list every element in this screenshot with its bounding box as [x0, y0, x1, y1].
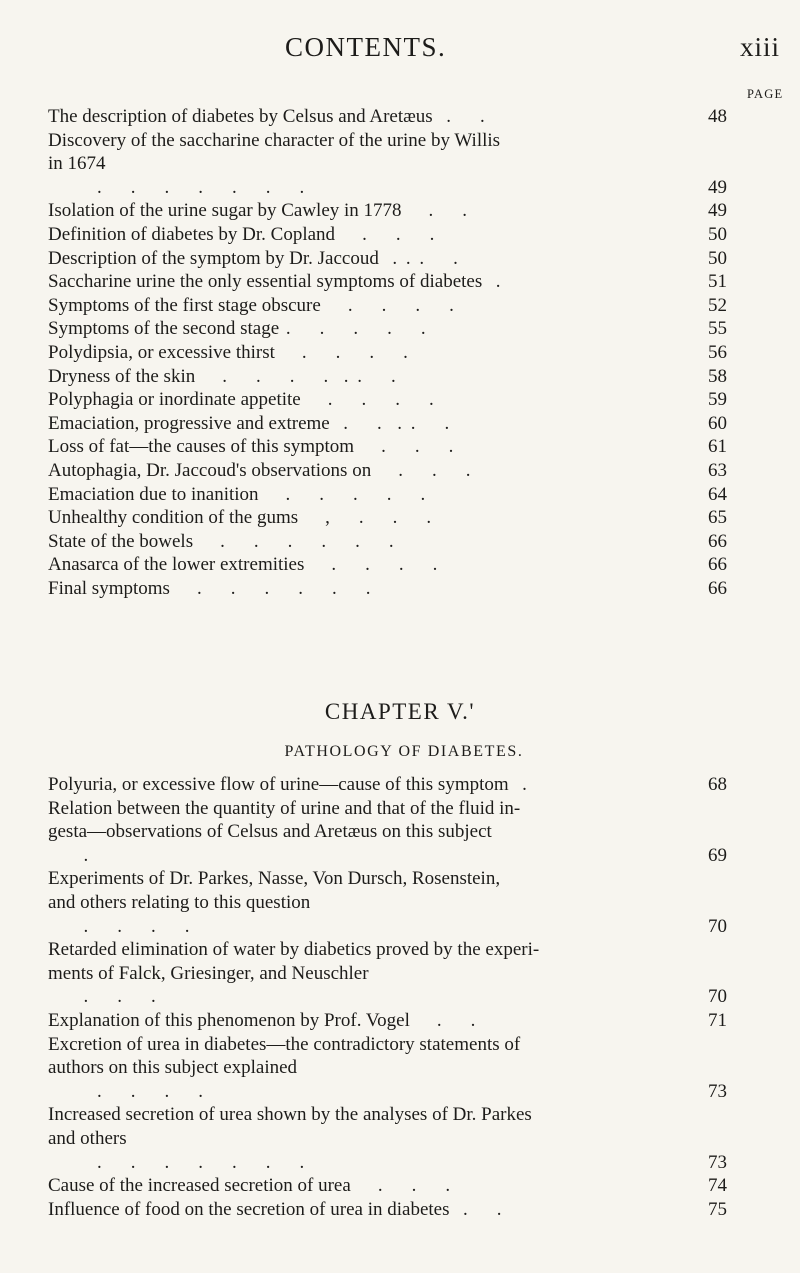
dot-leader: . . . . . . [193, 530, 396, 552]
toc-entry-page: 68 [708, 774, 727, 795]
toc-entry-page: 51 [708, 271, 727, 293]
toc-entry-page: 64 [708, 483, 727, 505]
toc-entry-page: 49 [708, 176, 727, 198]
toc-entry-title: Polyphagia or inordinate appetite [48, 389, 301, 411]
toc-entry-title: Saccharine urine the only essential symptoms of diabetes [48, 271, 483, 293]
page-number: xiii [740, 32, 781, 62]
dot-leader: . . [409, 1009, 478, 1031]
toc-entry-title: Polydipsia, or excessive thirst [48, 341, 275, 363]
toc-entry-title: Symptoms of the first stage obscure [48, 294, 321, 316]
toc-entry-title: Symptoms of the second stage [48, 318, 280, 340]
dot-leader: . . . [350, 1175, 453, 1197]
toc-entry-page: 52 [708, 294, 727, 316]
toc-entry-page: 61 [708, 436, 727, 458]
toc-entry-title: Experiments of Dr. Parkes, Nasse, Von Dursch, Rosenstein, [48, 868, 501, 890]
toc-entry-page: 73 [708, 1151, 727, 1173]
toc-entry [48, 530, 770, 554]
toc-entry-title-continued: ments of Falck, Griesinger, and Neuschler [48, 962, 369, 984]
running-head [0, 32, 800, 66]
toc-entry [48, 1198, 770, 1222]
toc-entry [48, 435, 770, 459]
toc-entry-title: Dryness of the skin [48, 365, 196, 387]
dot-leader: . . . [70, 986, 158, 1008]
toc-entry [48, 223, 770, 247]
toc-entry [48, 553, 770, 577]
toc-entry-page: 75 [708, 1198, 727, 1220]
toc-entry-title: Retarded elimination of water by diabetics proved by the experi- [48, 939, 540, 961]
toc-entry-page: 73 [708, 1080, 727, 1102]
chapter-heading: CHAPTER V.' [324, 699, 476, 724]
toc-entry-page: 74 [708, 1175, 727, 1197]
toc-entry [48, 199, 770, 223]
toc-entry-page: 65 [708, 507, 727, 529]
toc-entry [48, 797, 770, 868]
toc-entry-title: Final symptoms [48, 577, 170, 599]
toc-entry [48, 1174, 770, 1198]
dot-leader: . . [401, 200, 470, 222]
toc-entry [48, 412, 770, 436]
toc-entry-title: Description of the symptom by Dr. Jaccoud [48, 247, 379, 269]
toc-entry-page: 63 [708, 459, 727, 481]
toc-entry [48, 1103, 770, 1174]
toc-section-pathology [48, 773, 770, 1221]
dot-leader: . . . . [378, 247, 460, 269]
dot-leader: . [482, 271, 503, 293]
toc-entry [48, 270, 770, 294]
toc-entry-page: 56 [708, 341, 727, 363]
toc-entry-title: Explanation of this phenomenon by Prof. Vogel [48, 1009, 410, 1031]
toc-entry [48, 506, 770, 530]
toc-entry [48, 459, 770, 483]
dot-leader: . . . . . . . [195, 365, 398, 387]
toc-entry-page: 66 [708, 530, 727, 552]
dot-leader: . . . . . . . [70, 176, 307, 198]
toc-entry [48, 341, 770, 365]
toc-entry-title: Polyuria, or excessive flow of urine—cause of this symptom [48, 774, 509, 795]
toc-entry-title: Unhealthy condition of the gums [48, 507, 299, 529]
toc-entry [48, 317, 770, 341]
running-title: CONTENTS. [285, 32, 447, 62]
toc-entry-title: Cause of the increased secretion of urea [48, 1175, 351, 1197]
dot-leader: . . . . [70, 915, 192, 937]
toc-entry [48, 577, 770, 601]
toc-entry [48, 365, 770, 389]
toc-entry-title: The description of diabetes by Celsus and Aretæus [48, 106, 433, 127]
toc-entry-page: 60 [708, 412, 727, 434]
toc-entry-page: 48 [708, 106, 727, 127]
toc-entry-page: 70 [708, 915, 727, 937]
toc-entry-page: 58 [708, 365, 727, 387]
toc-entry-title-continued: and others [48, 1127, 127, 1149]
toc-entry [48, 1009, 770, 1033]
toc-entry [48, 388, 770, 412]
dot-leader: . . . [371, 459, 473, 481]
toc-entry-title: Emaciation, progressive and extreme [48, 412, 330, 434]
toc-entry-title: Discovery of the saccharine character of the urine by Willis [48, 129, 501, 151]
dot-leader: . . . . . . [169, 577, 373, 599]
toc-entry-page: 49 [708, 200, 727, 222]
toc-entry [48, 938, 770, 1009]
toc-entry-title: Autophagia, Dr. Jaccoud's observations on [48, 459, 372, 481]
toc-entry-page: 70 [708, 986, 727, 1008]
toc-entry [48, 773, 770, 797]
dot-leader: . [70, 844, 91, 866]
dot-leader: . . . [354, 436, 456, 458]
dot-leader: . . . . . [279, 318, 428, 340]
toc-entry [48, 247, 770, 271]
toc-entry-title-continued: in 1674 [48, 153, 106, 175]
toc-entry-title-continued: gesta—observations of Celsus and Aretæus on this subject [48, 821, 492, 843]
chapter-subtitle: PATHOLOGY OF DIABETES. [284, 743, 524, 760]
toc-entry-page: 69 [708, 844, 727, 866]
dot-leader: . . . . [304, 554, 440, 576]
toc-section-symptoms [48, 105, 770, 600]
toc-entry-page: 59 [708, 389, 727, 411]
dot-leader: . . . . . [329, 412, 452, 434]
dot-leader: . . . . . [258, 483, 428, 505]
toc-entry-page: 50 [708, 223, 727, 245]
toc-entry-title: Emaciation due to inanition [48, 483, 259, 505]
page-column-label: PAGE [747, 87, 784, 101]
toc-entry-title: Anasarca of the lower extremities [48, 554, 305, 576]
dot-leader: , . . . [298, 507, 434, 529]
dot-leader: . . [432, 106, 487, 127]
toc-entry-title-continued: authors on this subject explained [48, 1057, 298, 1079]
toc-entry-title: Influence of food on the secretion of urea in diabetes [48, 1198, 450, 1220]
toc-entry-title: Increased secretion of urea shown by the analyses of Dr. Parkes [48, 1104, 532, 1126]
dot-leader: . . . . [274, 341, 410, 363]
dot-leader: . . . . [320, 294, 456, 316]
dot-leader: . [508, 774, 529, 795]
dot-leader: . . . . [70, 1080, 205, 1102]
toc-entry [48, 483, 770, 507]
toc-entry-page: 66 [708, 554, 727, 576]
toc-entry [48, 1033, 770, 1104]
toc-entry [48, 105, 770, 129]
toc-entry-title: Relation between the quantity of urine and that of the fluid in- [48, 797, 521, 819]
toc-entry-title: Definition of diabetes by Dr. Copland [48, 223, 336, 245]
toc-entry [48, 867, 770, 938]
toc-entry-page: 66 [708, 577, 727, 599]
dot-leader: . . [449, 1198, 504, 1220]
toc-entry-page: 71 [708, 1009, 727, 1031]
toc-entry-title: Loss of fat—the causes of this symptom [48, 436, 355, 458]
toc-entry-page: 55 [708, 318, 727, 340]
toc-entry [48, 294, 770, 318]
dot-leader: . . . [335, 223, 437, 245]
toc-entry-title: Excretion of urea in diabetes—the contradictory statements of [48, 1033, 521, 1055]
toc-entry-title-continued: and others relating to this question [48, 891, 311, 913]
toc-entry-title: Isolation of the urine sugar by Cawley in 1778 [48, 200, 402, 222]
dot-leader: . . . . . . . [70, 1151, 307, 1173]
toc-entry-page: 50 [708, 247, 727, 269]
toc-entry [48, 129, 770, 200]
dot-leader: . . . . [300, 389, 436, 411]
toc-entry-title: State of the bowels [48, 530, 194, 552]
